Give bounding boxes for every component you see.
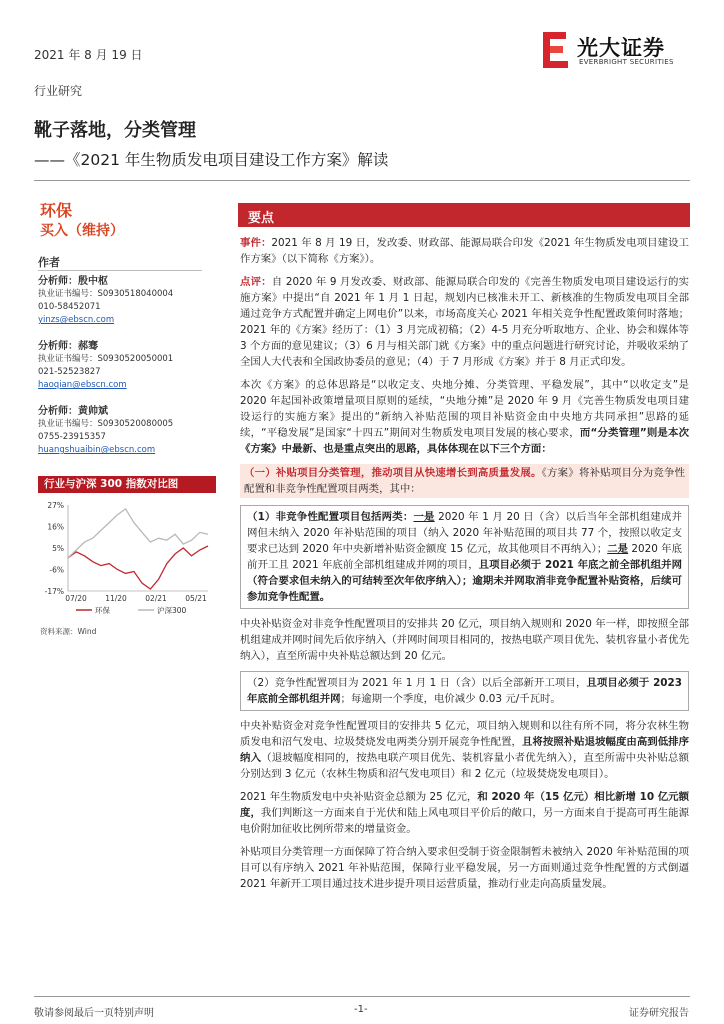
idea-text: 本次《方案》的总体思路是“以收定支、央地分摊、分类管理、平稳发展”，其中“以收定支”是 2020 年起国补政策增量项目原则的延续，“央地分摊”是 2020 年 9 月《完善生物质发电项目建设运行的实施方案》提出的“新纳入补贴范围的项目补贴资金由中央地方共同承担”思路的延续，“平稳发展”是国家“十四五”期间对生物质发电项目发展的核心要求，	[240, 379, 689, 439]
analyst-license: 执业证书编号：S0930518040004	[38, 289, 174, 299]
analyst-phone: 021-52523827	[38, 367, 101, 377]
first-type-label: 一是	[413, 511, 435, 523]
y-tick-label: -17%	[44, 587, 64, 596]
chart-source: 资料来源：Wind	[40, 627, 97, 636]
chart-heading: 行业与沪深 300 指数对比图	[38, 476, 216, 493]
analyst-email-link[interactable]: huangshuaibin@ebscn.com	[38, 445, 156, 455]
first-type-text: 2020 年 1 月 20 日（含）以后当年全部机组建成并网但未纳入 2020 年补贴范围的项目（纳入 2020 年补贴范围的项目共 77 个，按照以收定支要求已达到 2020 年中央新增补贴资金额度 15 亿元，故其他项目不再纳入）；	[247, 511, 683, 555]
competitive-box	[240, 671, 689, 711]
y-tick-label: 16%	[47, 522, 64, 532]
total-funding-tail: 我们判断这一方面来自于光伏和陆上风电项目平价后的敞口，另一方面来自于提高可再生能源电价附加征收比例所带来的增量资金。	[240, 807, 690, 835]
idea-bold: 而“分类管理”则是本次《方案》中最新、也是重点突出的思路，具体体现在以下三个方面：	[240, 427, 689, 455]
page-number: -1-	[354, 1004, 368, 1015]
competitive-funding-tail: （退坡幅度相同的，按热电联产项目优先、装机容量小者优先纳入），直至所需中央补贴总额分别达到 3 亿元（农林生物质和沼气发电项目）和 2 亿元（垃圾焚烧发电项目）。	[240, 752, 690, 780]
series-line-env	[68, 546, 208, 589]
analyst-card	[38, 275, 208, 327]
series-line-hs300	[68, 509, 208, 558]
event-text: 2021 年 8 月 19 日，发改委、财政部、能源局联合印发《2021 年生物质发电项目建设工作方案》（以下简称《方案》）。	[240, 237, 689, 265]
y-tick-label: 5%	[52, 544, 64, 553]
competitive-penalty: ；每逾期一个季度，电价减少 0.03 元/千瓦时。	[340, 693, 561, 705]
second-type-requirement: 且项目必须于 2021 年底之前全部机组并网（符合要求但未纳入的可结转至次年依序纳入）；逾期未并网取消非竞争配置补贴资格，后续可参加竞争性配置。	[247, 559, 682, 603]
idea-paragraph	[240, 377, 689, 457]
legend-label: 沪深300	[157, 606, 187, 615]
x-tick-label: 02/21	[145, 594, 167, 603]
sector-label: 环保	[40, 201, 73, 220]
analyst-email-link[interactable]: yinzs@ebscn.com	[38, 315, 115, 325]
event-paragraph	[240, 235, 689, 267]
event-label: 事件：	[240, 237, 272, 249]
subsection-1	[240, 464, 689, 498]
footer-disclaimer: 敬请参阅最后一页特别声明	[34, 1008, 154, 1019]
report-body	[240, 235, 689, 899]
analyst-name: 分析师：黄帅斌	[38, 406, 108, 417]
report-subtitle: ——《2021 年生物质发电项目建设工作方案》解读	[34, 151, 389, 169]
analyst-card	[38, 340, 208, 392]
report-date: 2021 年 8 月 19 日	[34, 48, 143, 62]
analyst-card	[38, 405, 208, 457]
brand-name-en: EVERBRIGHT SECURITIES	[579, 58, 674, 66]
header-divider	[34, 180, 690, 181]
comment-text: 自 2020 年 9 月发改委、财政部、能源局联合印发的《完善生物质发电项目建设运行的实施方案》中提出“自 2021 年 1 月 1 日起，规划内已核准未开工、新核准的生物质发电项目全部通过竞争方式配置并确定上网电价”以来，市场高度关心 2021 年相关竞争性配置政策何时落地；2021 年的《方案》经历了：（1）3 月完成初稿；（2）4-5 月充分听取地方、企业、协会和媒体等 3 个方面的意见建议；（3）6 月与相关部门就《方案》中的重点问题进行研究讨论，并吸收采纳了全国人大代表和全国政协委员的意见；（4）于 7 月形成《方案》并于 8 月正式印发。	[240, 276, 689, 368]
noncompetitive-lead: （1）非竞争性配置项目包括两类：	[247, 511, 414, 523]
x-tick-label: 07/20	[65, 594, 87, 603]
brand-logo	[541, 30, 691, 70]
summary-paragraph: 补贴项目分类管理一方面保障了符合纳入要求但受制于资金限制暂未被纳入 2020 年补贴范围的项目可以有序纳入 2021 年补贴范围，保障行业平稳发展，另一方面则通过竞争性配置的方式倒逼 2021 年新开工项目通过技术进步提升项目运营质量，推动行业走向高质量发展。	[240, 846, 689, 890]
legend-label: 环保	[95, 606, 110, 615]
key-points-banner	[238, 203, 690, 227]
competitive-funding-rule: 且将按照补贴退坡幅度由高到低排序纳入	[240, 736, 690, 764]
brand-name-cn: 光大证券	[577, 36, 665, 60]
footer-report-label: 证券研究报告	[629, 1008, 689, 1019]
rating-label: 买入（维持）	[40, 223, 124, 239]
key-points-title: 要点	[248, 211, 275, 226]
competitive-funding-text: 中央补贴资金对竞争性配置项目的安排共 5 亿元，项目纳入规则和以往有所不同，将分农林生物质发电和沼气发电、垃圾焚烧发电两类分别开展竞争性配置，	[240, 720, 689, 748]
x-tick-label: 05/21	[185, 594, 207, 603]
y-tick-label: 27%	[47, 501, 64, 510]
analyst-phone: 0755-23915357	[38, 432, 106, 442]
authors-heading: 作者	[38, 254, 202, 271]
competitive-funding-paragraph	[240, 718, 689, 782]
analyst-email-link[interactable]: haoqian@ebscn.com	[38, 380, 127, 390]
subsection-1-text: 《方案》将补贴项目分为竞争性配置和非竞争性配置项目两类，其中：	[244, 467, 685, 495]
subsection-1-title: （一）补贴项目分类管理，推动项目从快速增长到高质量发展。	[244, 467, 542, 479]
total-funding-increase: 和 2020 年（15 亿元）相比新增 10 亿元额度，	[240, 791, 689, 819]
second-type-label: 二是	[607, 543, 629, 555]
comment-label: 点评：	[240, 276, 272, 288]
footer-divider	[34, 996, 690, 997]
analyst-license: 执业证书编号：S0930520080005	[38, 419, 174, 429]
report-type: 行业研究	[34, 84, 83, 98]
competitive-deadline: 且项目必须于 2023 年底前全部机组并网	[247, 677, 682, 705]
total-funding-paragraph	[240, 789, 689, 837]
report-title: 靴子落地，分类管理	[34, 120, 196, 141]
noncompetitive-funding-paragraph: 中央补贴资金对非竞争性配置项目的安排共 20 亿元，项目纳入规则和 2020 年一样，即按照全部机组建成并网时间先后依序纳入（并网时间项目相同的，按热电联产项目优先、装机容量小者优先纳入），直至所需中央补贴总额达到 20 亿元。	[240, 618, 689, 662]
analyst-name: 分析师：殷中枢	[38, 276, 108, 287]
x-tick-label: 11/20	[105, 594, 127, 603]
index-comparison-chart	[36, 497, 214, 617]
y-tick-label: -6%	[49, 565, 64, 575]
analyst-license: 执业证书编号：S0930520050001	[38, 354, 174, 364]
competitive-text: （2）竞争性配置项目为 2021 年 1 月 1 日（含）以后全部新开工项目，	[247, 677, 587, 689]
total-funding-text: 2021 年生物质发电中央补贴资金总额为 25 亿元，	[240, 791, 478, 803]
noncompetitive-box	[240, 505, 689, 609]
second-type-text: 2020 年底前开工且 2021 年底前全部机组建成并网的项目，	[247, 543, 682, 571]
analyst-name: 分析师：郝骞	[38, 341, 98, 352]
analyst-phone: 010-58452071	[38, 302, 101, 312]
comment-paragraph	[240, 274, 689, 370]
everbright-logo-icon	[541, 30, 571, 70]
